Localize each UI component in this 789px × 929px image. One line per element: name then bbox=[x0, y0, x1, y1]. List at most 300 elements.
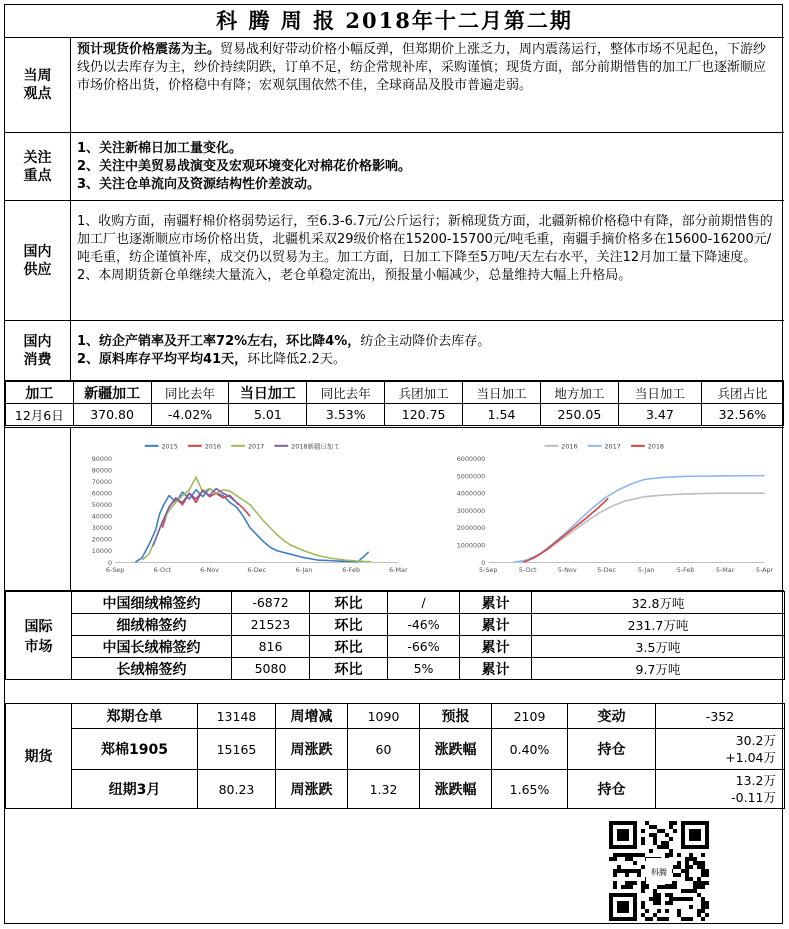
qr-logo: 科腾 bbox=[651, 868, 667, 877]
qr-module bbox=[689, 917, 693, 921]
qr-module bbox=[629, 885, 633, 889]
qr-module bbox=[665, 901, 669, 905]
qr-module bbox=[677, 853, 681, 857]
qr-module bbox=[625, 853, 629, 857]
legend-label: 2016 bbox=[561, 442, 578, 451]
weekly-view-label: 当周观点 bbox=[5, 37, 71, 132]
qr-module bbox=[657, 893, 661, 897]
qr-module bbox=[613, 869, 617, 873]
qr-module bbox=[653, 901, 657, 905]
y-tick-label: 3000000 bbox=[456, 506, 486, 515]
consumption-label: 国内消费 bbox=[5, 321, 71, 380]
qr-module bbox=[641, 881, 645, 885]
qr-code-image bbox=[597, 820, 721, 922]
qr-module bbox=[665, 833, 669, 837]
intl-lj-value: 32.8万吨 bbox=[532, 592, 785, 614]
qr-module bbox=[629, 881, 633, 885]
focus-list bbox=[77, 140, 778, 194]
legend-label: 2015 bbox=[161, 442, 178, 451]
qr-module bbox=[689, 897, 693, 901]
qr-module bbox=[617, 865, 621, 869]
y-tick-label: 2000000 bbox=[456, 524, 486, 533]
qr-module bbox=[661, 829, 665, 833]
cumulative-processing-chart bbox=[457, 442, 774, 574]
qr-module bbox=[661, 885, 665, 889]
qr-module bbox=[677, 897, 681, 901]
futures-cell: 周涨跌 bbox=[276, 770, 348, 809]
processing-value: 250.05 bbox=[540, 404, 618, 426]
intl-lj-value: 9.7万吨 bbox=[532, 658, 785, 680]
qr-module bbox=[621, 885, 625, 889]
qr-module bbox=[645, 917, 649, 921]
processing-value-row bbox=[6, 404, 784, 426]
y-tick-label: 0 bbox=[481, 558, 486, 567]
qr-module bbox=[665, 917, 669, 921]
qr-module bbox=[701, 869, 705, 873]
qr-module bbox=[617, 853, 621, 857]
x-tick-label: 6-Mar bbox=[389, 566, 408, 575]
qr-module bbox=[665, 885, 669, 889]
x-tick-label: 5-Feb bbox=[676, 566, 695, 575]
intl-name: 中国细绒棉签约 bbox=[72, 592, 232, 614]
qr-module bbox=[665, 841, 669, 845]
qr-module bbox=[677, 861, 681, 865]
qr-module bbox=[641, 841, 645, 845]
processing-header: 兵团加工 bbox=[385, 382, 463, 404]
qr-module bbox=[669, 837, 673, 841]
x-tick-label: 5-Jan bbox=[637, 566, 655, 575]
focus-row bbox=[5, 133, 784, 201]
processing-value: 370.80 bbox=[73, 404, 151, 426]
qr-module bbox=[705, 869, 709, 873]
qr-module bbox=[625, 869, 629, 873]
qr-module bbox=[669, 849, 673, 853]
qr-module bbox=[685, 917, 689, 921]
qr-module bbox=[641, 853, 645, 857]
qr-module bbox=[633, 869, 637, 873]
futures-cell: 13148 bbox=[198, 704, 276, 729]
y-tick-label: 70000 bbox=[91, 478, 113, 487]
qr-module bbox=[689, 865, 693, 869]
weekly-view-row bbox=[5, 37, 784, 133]
qr-module bbox=[673, 881, 677, 885]
qr-module bbox=[625, 873, 629, 877]
qr-module bbox=[685, 861, 689, 865]
chart-label-cell bbox=[5, 428, 71, 590]
report-title: 科 腾 周 报 2018年十二月第二期 bbox=[5, 5, 784, 38]
qr-module bbox=[645, 909, 649, 913]
qr-module bbox=[705, 905, 709, 909]
qr-module bbox=[665, 845, 669, 849]
supply-paragraph: 1、收购方面，南疆籽棉价格弱势运行，至6.3-6.7元/公斤运行；新棉现货方面，北疆新棉价格稳中有降，部分前期惜售的加工厂也逐渐顺应市场价格出货，北疆机采双29级价格在15200-15700元/吨毛重，南疆手摘价格多在15600-16200元/吨毛重，纺企谨慎补库，成交仍以贸易为主。加工方面，日加工下降至5万吨/天左右水平，关注12月加工量下降速度。 bbox=[77, 214, 773, 265]
qr-module bbox=[685, 869, 689, 873]
intl-table bbox=[5, 591, 785, 680]
position-value: 30.2万 bbox=[735, 733, 776, 748]
focus-label: 关注重点 bbox=[5, 133, 71, 200]
position-value: 13.2万 bbox=[735, 773, 776, 788]
intl-value: -6872 bbox=[232, 592, 310, 614]
intl-value: 21523 bbox=[232, 614, 310, 636]
intl-hb-value: / bbox=[388, 592, 460, 614]
processing-header: 兵团占比 bbox=[701, 382, 783, 404]
qr-module bbox=[641, 865, 645, 869]
supply-text bbox=[77, 213, 778, 285]
qr-module bbox=[685, 865, 689, 869]
y-tick-label: 50000 bbox=[91, 501, 113, 510]
qr-module bbox=[697, 877, 701, 881]
futures-cell: 80.23 bbox=[198, 770, 276, 809]
x-tick-label: 6-Nov bbox=[200, 566, 219, 575]
supply-row bbox=[5, 201, 784, 321]
qr-module bbox=[653, 841, 657, 845]
futures-cell: 预报 bbox=[420, 704, 492, 729]
qr-module bbox=[701, 853, 705, 857]
x-tick-label: 6-Feb bbox=[342, 566, 361, 575]
qr-module bbox=[633, 881, 637, 885]
qr-module bbox=[665, 893, 669, 897]
processing-value: 3.47 bbox=[618, 404, 701, 426]
qr-module bbox=[669, 885, 673, 889]
qr-module bbox=[653, 897, 657, 901]
y-tick-label: 30000 bbox=[91, 524, 113, 533]
qr-module bbox=[649, 825, 653, 829]
qr-module bbox=[645, 821, 649, 825]
qr-module bbox=[637, 869, 641, 873]
qr-module bbox=[641, 913, 645, 917]
qr-module bbox=[649, 897, 653, 901]
qr-module bbox=[661, 917, 665, 921]
qr-module bbox=[701, 865, 705, 869]
qr-module bbox=[697, 865, 701, 869]
qr-module bbox=[689, 905, 693, 909]
qr-module bbox=[685, 877, 689, 881]
x-tick-label: 6-Sep bbox=[105, 566, 125, 575]
intl-hb-value: -66% bbox=[388, 636, 460, 658]
qr-module bbox=[701, 909, 705, 913]
qr-module bbox=[701, 885, 705, 889]
qr-module bbox=[641, 885, 645, 889]
daily-processing-chart bbox=[92, 441, 408, 574]
legend-label: 2018 bbox=[647, 442, 665, 451]
series-line bbox=[135, 489, 368, 563]
intl-hb-label: 环比 bbox=[310, 636, 388, 658]
consumption-row bbox=[5, 321, 784, 381]
intl-name: 中国长绒棉签约 bbox=[72, 636, 232, 658]
qr-module bbox=[625, 881, 629, 885]
qr-module bbox=[705, 881, 709, 885]
futures-cell: 1.65% bbox=[492, 770, 568, 809]
intl-lj-label: 累计 bbox=[460, 614, 532, 636]
qr-module bbox=[653, 913, 657, 917]
qr-module bbox=[669, 897, 673, 901]
futures-cell: -352 bbox=[656, 704, 785, 729]
qr-finder-core bbox=[617, 901, 629, 913]
futures-label: 期货 bbox=[6, 704, 72, 809]
processing-header: 当日加工 bbox=[463, 382, 541, 404]
qr-module bbox=[641, 837, 645, 841]
futures-cell: 涨跌幅 bbox=[420, 729, 492, 770]
qr-module bbox=[629, 853, 633, 857]
processing-value: 3.53% bbox=[307, 404, 385, 426]
qr-module bbox=[613, 885, 617, 889]
consumption-text bbox=[77, 333, 778, 369]
futures-cell: 郑棉1905 bbox=[72, 729, 198, 770]
qr-module bbox=[633, 861, 637, 865]
processing-header: 同比去年 bbox=[151, 382, 229, 404]
qr-module bbox=[653, 833, 657, 837]
qr-module bbox=[657, 829, 661, 833]
qr-module bbox=[689, 877, 693, 881]
qr-module bbox=[681, 889, 685, 893]
intl-value: 5080 bbox=[232, 658, 310, 680]
qr-module bbox=[649, 833, 653, 837]
series-line bbox=[142, 477, 371, 562]
qr-module bbox=[649, 849, 653, 853]
processing-header: 当日加工 bbox=[229, 382, 307, 404]
qr-module bbox=[657, 917, 661, 921]
qr-module bbox=[665, 853, 669, 857]
qr-finder-core bbox=[689, 829, 701, 841]
qr-module bbox=[697, 913, 701, 917]
qr-module bbox=[625, 885, 629, 889]
qr-module bbox=[621, 869, 625, 873]
futures-cell: 持仓 bbox=[568, 729, 656, 770]
qr-finder-core bbox=[617, 829, 629, 841]
qr-module bbox=[613, 857, 617, 861]
qr-module bbox=[693, 857, 697, 861]
qr-module bbox=[673, 897, 677, 901]
qr-module bbox=[653, 837, 657, 841]
intl-hb-value: -46% bbox=[388, 614, 460, 636]
qr-module bbox=[697, 885, 701, 889]
legend-label: 2017 bbox=[604, 442, 621, 451]
qr-module bbox=[689, 889, 693, 893]
qr-module bbox=[669, 901, 673, 905]
qr-module bbox=[609, 857, 613, 861]
position-change: +1.04万 bbox=[725, 750, 776, 765]
qr-module bbox=[697, 893, 701, 897]
futures-cell: 涨跌幅 bbox=[420, 770, 492, 809]
qr-module bbox=[613, 873, 617, 877]
futures-cell: 变动 bbox=[568, 704, 656, 729]
qr-module bbox=[693, 861, 697, 865]
supply-paragraph: 2、本周期货新仓单继续大量流入，老仓单稳定流出，预报量小幅减少，总量维持大幅上升格局。 bbox=[77, 268, 632, 283]
qr-module bbox=[673, 865, 677, 869]
qr-module bbox=[689, 853, 693, 857]
qr-module bbox=[641, 901, 645, 905]
intl-name: 长绒棉签约 bbox=[72, 658, 232, 680]
y-tick-label: 1000000 bbox=[456, 541, 486, 550]
qr-module bbox=[685, 889, 689, 893]
qr-module bbox=[689, 857, 693, 861]
qr-module bbox=[681, 917, 685, 921]
qr-module bbox=[633, 853, 637, 857]
charts-svg bbox=[71, 432, 784, 585]
weekly-view-text: 预计现货价格震荡为主。贸易战利好带动价格小幅反弹，但郑期价上涨乏力，周内震荡运行，整体市场不见起色，下游纱线仍以去库存为主，纱价持续阴跌，订单不足，纺企常规补库，采购谨慎；现货方面，部分前期惜售的加工厂也逐渐顺应市场价格出货，价格稳中有降；宏观氛围依然不佳，全球商品及股市普遍走弱。 bbox=[77, 42, 767, 93]
qr-module bbox=[617, 869, 621, 873]
x-tick-label: 5-Dec bbox=[597, 566, 617, 575]
qr-module bbox=[701, 881, 705, 885]
qr-module bbox=[681, 869, 685, 873]
intl-lj-label: 累计 bbox=[460, 658, 532, 680]
qr-module bbox=[641, 889, 645, 893]
processing-header: 同比去年 bbox=[307, 382, 385, 404]
qr-module bbox=[653, 825, 657, 829]
x-tick-label: 5-Sep bbox=[478, 566, 498, 575]
qr-module bbox=[681, 897, 685, 901]
x-tick-label: 5-Oct bbox=[518, 566, 537, 575]
qr-module bbox=[649, 917, 653, 921]
qr-module bbox=[613, 881, 617, 885]
qr-module bbox=[661, 841, 665, 845]
qr-module bbox=[697, 861, 701, 865]
processing-value: 32.56% bbox=[701, 404, 783, 426]
series-line bbox=[521, 493, 765, 562]
qr-module bbox=[673, 885, 677, 889]
qr-module bbox=[669, 853, 673, 857]
futures-cell: 持仓 bbox=[568, 770, 656, 809]
qr-module bbox=[693, 889, 697, 893]
qr-module bbox=[673, 873, 677, 877]
qr-module bbox=[685, 897, 689, 901]
intl-hb-value: 5% bbox=[388, 658, 460, 680]
report-frame bbox=[4, 4, 783, 924]
y-tick-label: 5000000 bbox=[456, 472, 486, 481]
legend-label: 2016 bbox=[204, 442, 222, 451]
intl-lj-label: 累计 bbox=[460, 636, 532, 658]
x-tick-label: 5-Nov bbox=[557, 566, 577, 575]
x-tick-label: 6-Dec bbox=[247, 566, 267, 575]
qr-module bbox=[685, 873, 689, 877]
processing-value: 1.54 bbox=[463, 404, 541, 426]
qr-module bbox=[701, 873, 705, 877]
qr-module bbox=[697, 881, 701, 885]
qr-module bbox=[673, 821, 677, 825]
legend-label: 2017 bbox=[247, 442, 265, 451]
qr-module bbox=[621, 853, 625, 857]
qr-module bbox=[693, 881, 697, 885]
qr-module bbox=[705, 901, 709, 905]
legend-label: 2018新疆日加工 bbox=[291, 442, 340, 451]
qr-module bbox=[629, 857, 633, 861]
qr-module bbox=[637, 873, 641, 877]
intl-lj-label: 累计 bbox=[460, 592, 532, 614]
futures-cell: 60 bbox=[348, 729, 420, 770]
qr-module bbox=[701, 861, 705, 865]
processing-table bbox=[5, 381, 784, 426]
chart-row bbox=[5, 427, 784, 591]
supply-label: 国内供应 bbox=[5, 201, 71, 320]
futures-cell: 周涨跌 bbox=[276, 729, 348, 770]
intl-hb-label: 环比 bbox=[310, 614, 388, 636]
futures-cell: 纽期3月 bbox=[72, 770, 198, 809]
futures-cell: 0.40% bbox=[492, 729, 568, 770]
intl-hb-label: 环比 bbox=[310, 658, 388, 680]
x-tick-label: 5-Apr bbox=[755, 566, 774, 575]
qr-module bbox=[661, 845, 665, 849]
processing-header: 地方加工 bbox=[540, 382, 618, 404]
y-tick-label: 60000 bbox=[91, 489, 113, 498]
qr-module bbox=[657, 897, 661, 901]
qr-module bbox=[669, 825, 673, 829]
x-tick-label: 5-Mar bbox=[715, 566, 735, 575]
y-tick-label: 80000 bbox=[91, 466, 113, 475]
futures-cell: 1.32 bbox=[348, 770, 420, 809]
y-tick-label: 10000 bbox=[91, 547, 113, 556]
futures-cell: 周增减 bbox=[276, 704, 348, 729]
qr-module bbox=[669, 893, 673, 897]
processing-header: 新疆加工 bbox=[73, 382, 151, 404]
qr-module bbox=[693, 885, 697, 889]
qr-module bbox=[677, 865, 681, 869]
futures-table bbox=[5, 703, 785, 809]
qr-module bbox=[701, 901, 705, 905]
qr-module bbox=[677, 873, 681, 877]
series-line bbox=[523, 498, 608, 562]
intl-name: 细绒棉签约 bbox=[72, 614, 232, 636]
qr-module bbox=[653, 889, 657, 893]
qr-module bbox=[705, 873, 709, 877]
qr-module bbox=[645, 885, 649, 889]
qr-module bbox=[657, 909, 661, 913]
processing-header-row bbox=[6, 382, 784, 404]
qr-module bbox=[705, 913, 709, 917]
intl-label: 国际市场 bbox=[6, 592, 72, 680]
y-tick-label: 4000000 bbox=[456, 489, 486, 498]
processing-value: 12月6日 bbox=[6, 404, 74, 426]
futures-cell: 2109 bbox=[492, 704, 568, 729]
consumption-line1-bold: 1、纺企产销率及开工率72%左右，环比降4%， bbox=[77, 334, 361, 349]
qr-module bbox=[677, 909, 681, 913]
processing-value: 120.75 bbox=[385, 404, 463, 426]
consumption-line2: 环比降低2.2天。 bbox=[247, 352, 346, 367]
qr-module bbox=[665, 909, 669, 913]
x-tick-label: 6-Oct bbox=[153, 566, 172, 575]
qr-module bbox=[657, 885, 661, 889]
qr-module bbox=[701, 897, 705, 901]
futures-cell: 1090 bbox=[348, 704, 420, 729]
futures-cell: 郑期仓单 bbox=[72, 704, 198, 729]
y-tick-label: 0 bbox=[108, 558, 113, 567]
focus-item: 3、关注仓单流向及资源结构性价差波动。 bbox=[77, 177, 321, 192]
processing-header: 当日加工 bbox=[618, 382, 701, 404]
processing-value: 5.01 bbox=[229, 404, 307, 426]
intl-value: 816 bbox=[232, 636, 310, 658]
qr-module bbox=[629, 869, 633, 873]
intl-lj-value: 231.7万吨 bbox=[532, 614, 785, 636]
focus-item: 1、关注新棉日加工量变化。 bbox=[77, 141, 243, 156]
processing-header: 加工 bbox=[6, 382, 74, 404]
qr-module bbox=[625, 857, 629, 861]
intl-hb-label: 环比 bbox=[310, 592, 388, 614]
consumption-line1: 纺企主动降价去库存。 bbox=[360, 334, 491, 349]
y-tick-label: 20000 bbox=[91, 535, 113, 544]
qr-module bbox=[641, 905, 645, 909]
processing-value: -4.02% bbox=[151, 404, 229, 426]
qr-module bbox=[669, 821, 673, 825]
y-tick-label: 90000 bbox=[91, 455, 113, 464]
qr-module bbox=[641, 829, 645, 833]
qr-module bbox=[701, 905, 705, 909]
futures-cell bbox=[656, 729, 785, 770]
focus-item: 2、关注中美贸易战演变及宏观环境变化对棉花价格影响。 bbox=[77, 159, 412, 174]
qr-module bbox=[697, 909, 701, 913]
intl-lj-value: 3.5万吨 bbox=[532, 636, 785, 658]
qr-module bbox=[653, 893, 657, 897]
consumption-line2-bold: 2、原料库存平均平均41天， bbox=[77, 352, 248, 367]
series-line bbox=[514, 476, 764, 563]
qr-module bbox=[657, 845, 661, 849]
